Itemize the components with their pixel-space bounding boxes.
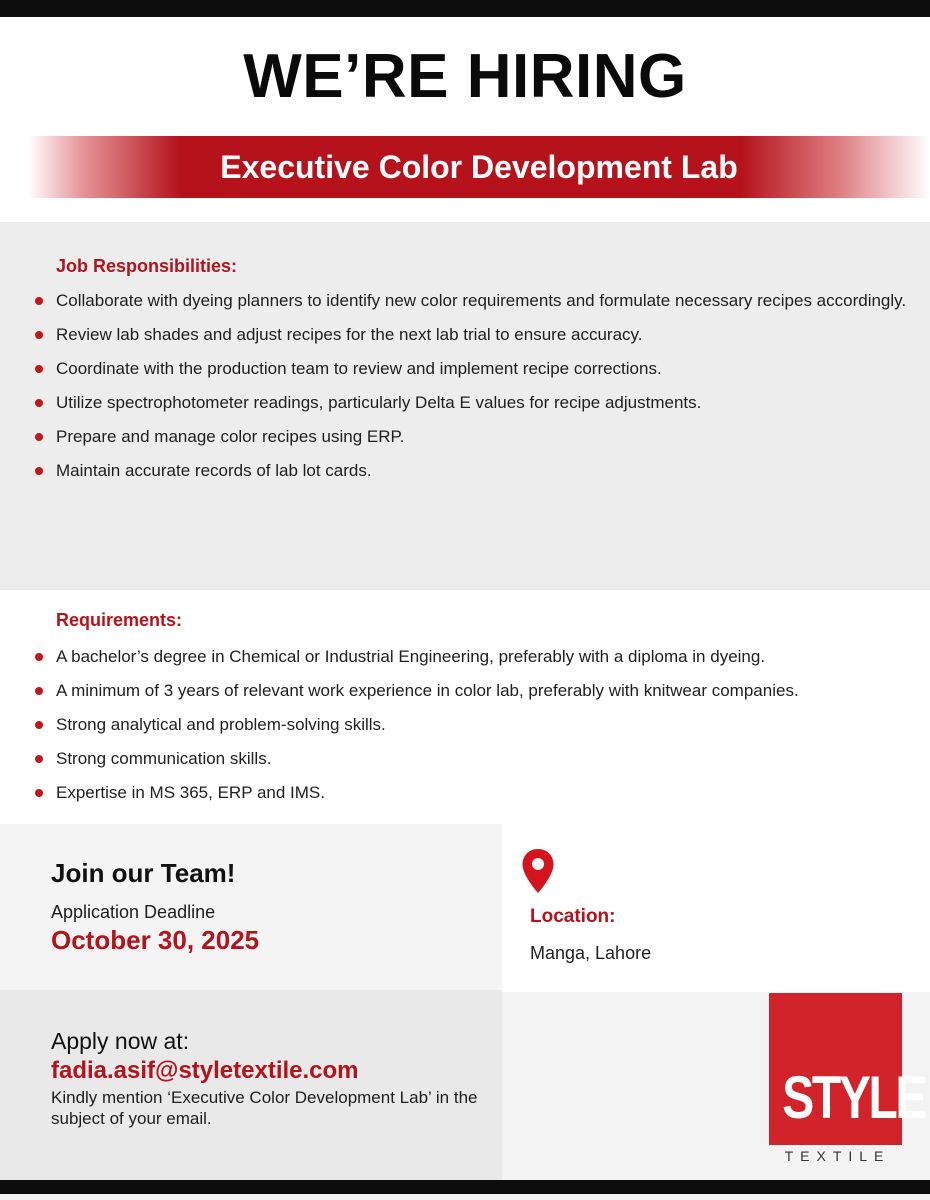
- list-item: [0, 674, 930, 708]
- bottom-border-bar: [0, 1180, 930, 1194]
- bullet-icon: [35, 399, 43, 407]
- list-item: [0, 742, 930, 776]
- list-item-text: Review lab shades and adjust recipes for the next lab trial to ensure accuracy.: [56, 325, 643, 344]
- list-item-text: Utilize spectrophotometer readings, particularly Delta E values for recipe adjustments.: [56, 393, 702, 412]
- bullet-icon: [35, 467, 43, 475]
- bullet-icon: [35, 331, 43, 339]
- bottom-strip: [0, 1194, 930, 1200]
- position-title: Executive Color Development Lab: [220, 149, 738, 185]
- logo-subtitle: TEXTILE: [784, 1148, 891, 1164]
- responsibilities-title: Job Responsibilities:: [56, 256, 238, 276]
- page-headline: WE’RE HIRING: [243, 42, 687, 111]
- apply-panel: [0, 990, 502, 1180]
- list-item-text: Collaborate with dyeing planners to identify new color requirements and formulate necessary recipes accordingly.: [56, 291, 907, 310]
- list-item-text: Strong communication skills.: [56, 749, 272, 768]
- apply-email-link[interactable]: fadia.asif@styletextile.com: [51, 1057, 359, 1084]
- responsibilities-list: [0, 284, 930, 488]
- position-banner: [28, 136, 930, 198]
- join-team-title: Join our Team!: [51, 858, 236, 888]
- requirements-section: [0, 590, 930, 824]
- top-border-bar: [0, 0, 930, 17]
- bullet-icon: [35, 433, 43, 441]
- bullet-icon: [35, 755, 43, 763]
- apply-label: Apply now at:: [51, 1028, 190, 1054]
- list-item: [0, 454, 930, 488]
- bullet-icon: [35, 297, 43, 305]
- style-logo: [769, 993, 925, 1145]
- list-item: [0, 776, 930, 810]
- list-item: [0, 708, 930, 742]
- deadline-date: October 30, 2025: [51, 925, 260, 955]
- list-item: [0, 386, 930, 420]
- logo-wordmark: STYLE: [782, 1064, 925, 1131]
- list-item-text: A minimum of 3 years of relevant work experience in color lab, preferably with knitwear companies.: [56, 681, 799, 700]
- list-item-text: A bachelor’s degree in Chemical or Industrial Engineering, preferably with a diploma in dyeing.: [56, 647, 766, 666]
- list-item: [0, 420, 930, 454]
- bullet-icon: [35, 721, 43, 729]
- list-item-text: Prepare and manage color recipes using ERP.: [56, 427, 405, 446]
- map-pin-icon: [521, 848, 555, 894]
- list-item: [0, 352, 930, 386]
- list-item: [0, 640, 930, 674]
- list-item-text: Maintain accurate records of lab lot cards.: [56, 461, 372, 480]
- list-item: [0, 318, 930, 352]
- responsibilities-section: [0, 222, 930, 590]
- apply-note: Kindly mention ‘Executive Color Development Lab’ in the subject of your email.: [51, 1088, 478, 1128]
- bullet-icon: [35, 365, 43, 373]
- bullet-icon: [35, 653, 43, 661]
- list-item-text: Strong analytical and problem-solving skills.: [56, 715, 386, 734]
- location-label: Location:: [530, 906, 616, 927]
- requirements-list: [0, 640, 930, 810]
- deadline-label: Application Deadline: [51, 902, 216, 922]
- list-item-text: Coordinate with the production team to review and implement recipe corrections.: [56, 359, 662, 378]
- location-value: Manga, Lahore: [530, 943, 652, 963]
- list-item-text: Expertise in MS 365, ERP and IMS.: [56, 783, 325, 802]
- list-item: [0, 284, 930, 318]
- bullet-icon: [35, 687, 43, 695]
- bullet-icon: [35, 789, 43, 797]
- requirements-title: Requirements:: [56, 610, 183, 630]
